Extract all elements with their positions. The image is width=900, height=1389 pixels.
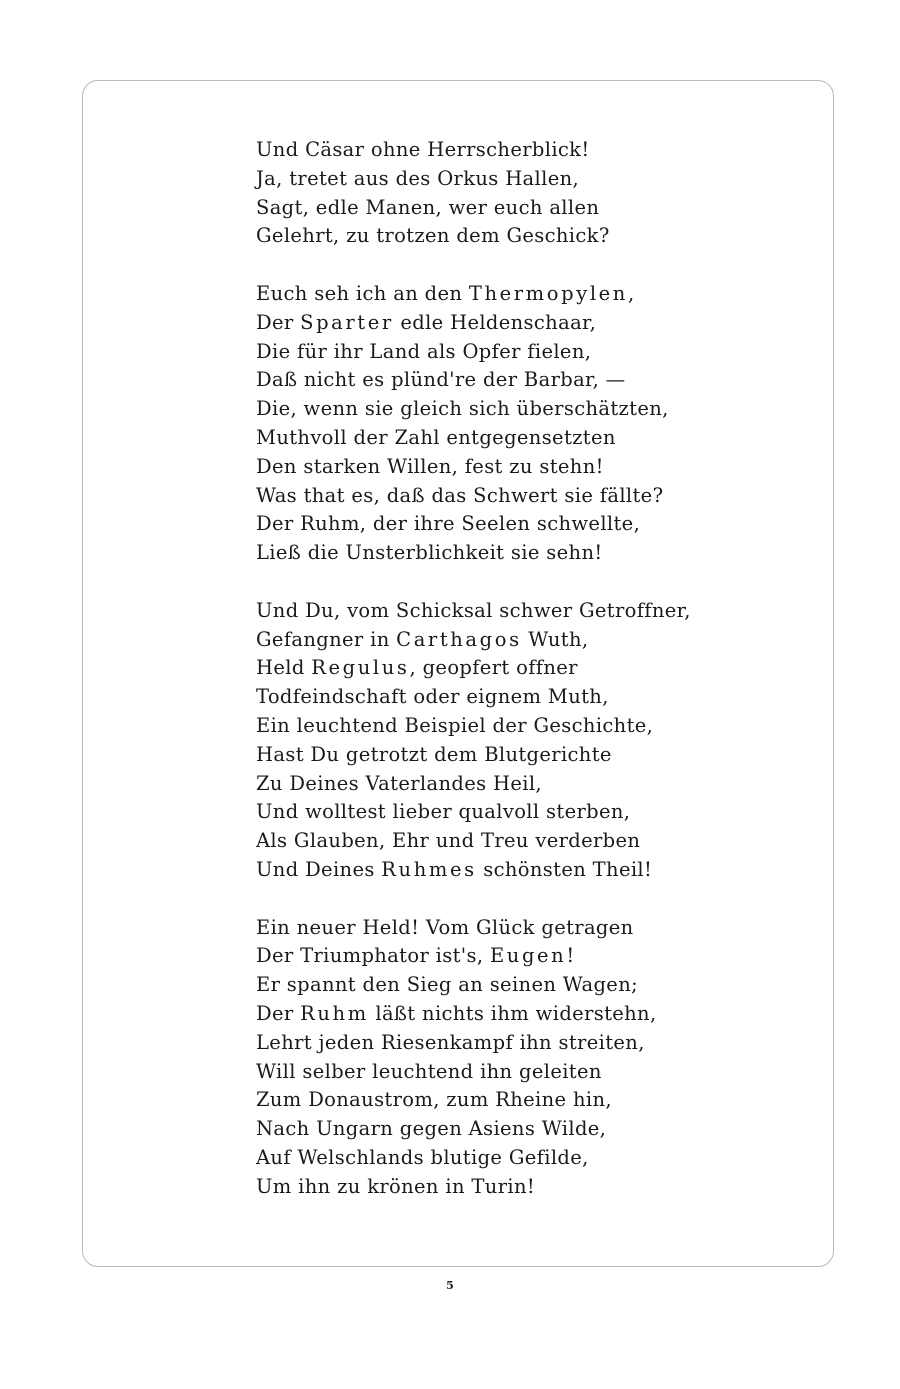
stanza-2 (256, 280, 756, 568)
poem-line (256, 280, 756, 309)
line-text: läßt nichts ihm widerstehn, (368, 1001, 657, 1025)
poem-line: Auf Welschlands blutige Gefilde, (256, 1145, 589, 1169)
spaced-word: Carthagos (396, 627, 522, 651)
poem-line: Lehrt jeden Riesenkampf ihn streiten, (256, 1030, 645, 1054)
poem-line: Hast Du getrotzt dem Blutgerichte (256, 742, 612, 766)
poem-line: Ein neuer Held! Vom Glück getragen (256, 915, 634, 939)
line-text: ! (566, 944, 575, 968)
stanza-3 (256, 597, 756, 885)
poem-line: Todfeindschaft oder eignem Muth, (256, 685, 609, 709)
spaced-word: Thermopylen (468, 281, 628, 305)
line-text: Wuth, (521, 627, 589, 651)
stanza-1 (256, 136, 756, 251)
poem-line: Nach Ungarn gegen Asiens Wilde, (256, 1117, 607, 1141)
line-text: Der (256, 1001, 301, 1025)
poem-line: Was that es, daß das Schwert sie fällte? (256, 483, 664, 507)
line-text: Held (256, 656, 312, 680)
poem-line: Als Glauben, Ehr und Treu verderben (256, 829, 641, 853)
spaced-word: Ruhmes (381, 857, 477, 881)
line-text: Gefangner in (256, 627, 397, 651)
poem-line: Daß nicht es plünd're der Barbar, — (256, 368, 626, 392)
page-number: 5 (446, 1279, 454, 1292)
line-text: schönsten Theil! (476, 857, 653, 881)
poem-line: Will selber leuchtend ihn geleiten (256, 1059, 602, 1083)
poem-line: Die für ihr Land als Opfer fielen, (256, 339, 592, 363)
stanza-4 (256, 914, 756, 1202)
line-text: Euch seh ich an den (256, 281, 469, 305)
spaced-word: Ruhm (300, 1001, 369, 1025)
poem-line (256, 654, 756, 683)
line-text: , geopfert offner (409, 656, 578, 680)
poem-text (256, 136, 756, 1230)
poem-line (256, 1000, 756, 1029)
poem-line: Und Cäsar ohne Herrscherblick! (256, 138, 590, 161)
poem-line: Ein leuchtend Beispiel der Geschichte, (256, 713, 654, 737)
poem-line: Den starken Willen, fest zu stehn! (256, 454, 604, 478)
line-text: Und Deines (256, 857, 382, 881)
line-text: Der (256, 310, 301, 334)
spaced-word: Eugen (489, 944, 567, 968)
poem-line: Und wolltest lieber qualvoll sterben, (256, 800, 631, 824)
poem-line: Ja, tretet aus des Orkus Hallen, (256, 166, 580, 190)
poem-line: Die, wenn sie gleich sich überschätzten, (256, 397, 669, 421)
poem-line (256, 626, 756, 655)
poem-line: Sagt, edle Manen, wer euch allen (256, 195, 600, 219)
poem-line: Er spannt den Sieg an seinen Wagen; (256, 973, 639, 997)
poem-line: Gelehrt, zu trotzen dem Geschick? (256, 224, 610, 248)
poem-line: Zu Deines Vaterlandes Heil, (256, 771, 542, 795)
line-text: Der Triumphator ist's, (256, 944, 490, 968)
poem-line: Muthvoll der Zahl entgegensetzten (256, 425, 616, 449)
line-text: , (627, 281, 635, 305)
poem-line: Und Du, vom Schicksal schwer Getroffner, (256, 598, 691, 622)
spaced-word: Sparter (300, 310, 394, 334)
poem-line: Der Ruhm, der ihre Seelen schwellte, (256, 512, 641, 536)
line-text: edle Heldenschaar, (393, 310, 597, 334)
poem-line (256, 309, 756, 338)
poem-line (256, 856, 756, 885)
poem-line: Ließ die Unsterblichkeit sie sehn! (256, 541, 603, 565)
poem-line: Zum Donaustrom, zum Rheine hin, (256, 1088, 612, 1112)
poem-line: Um ihn zu krönen in Turin! (256, 1174, 536, 1198)
spaced-word: Regulus (311, 656, 410, 680)
poem-line (256, 942, 756, 971)
